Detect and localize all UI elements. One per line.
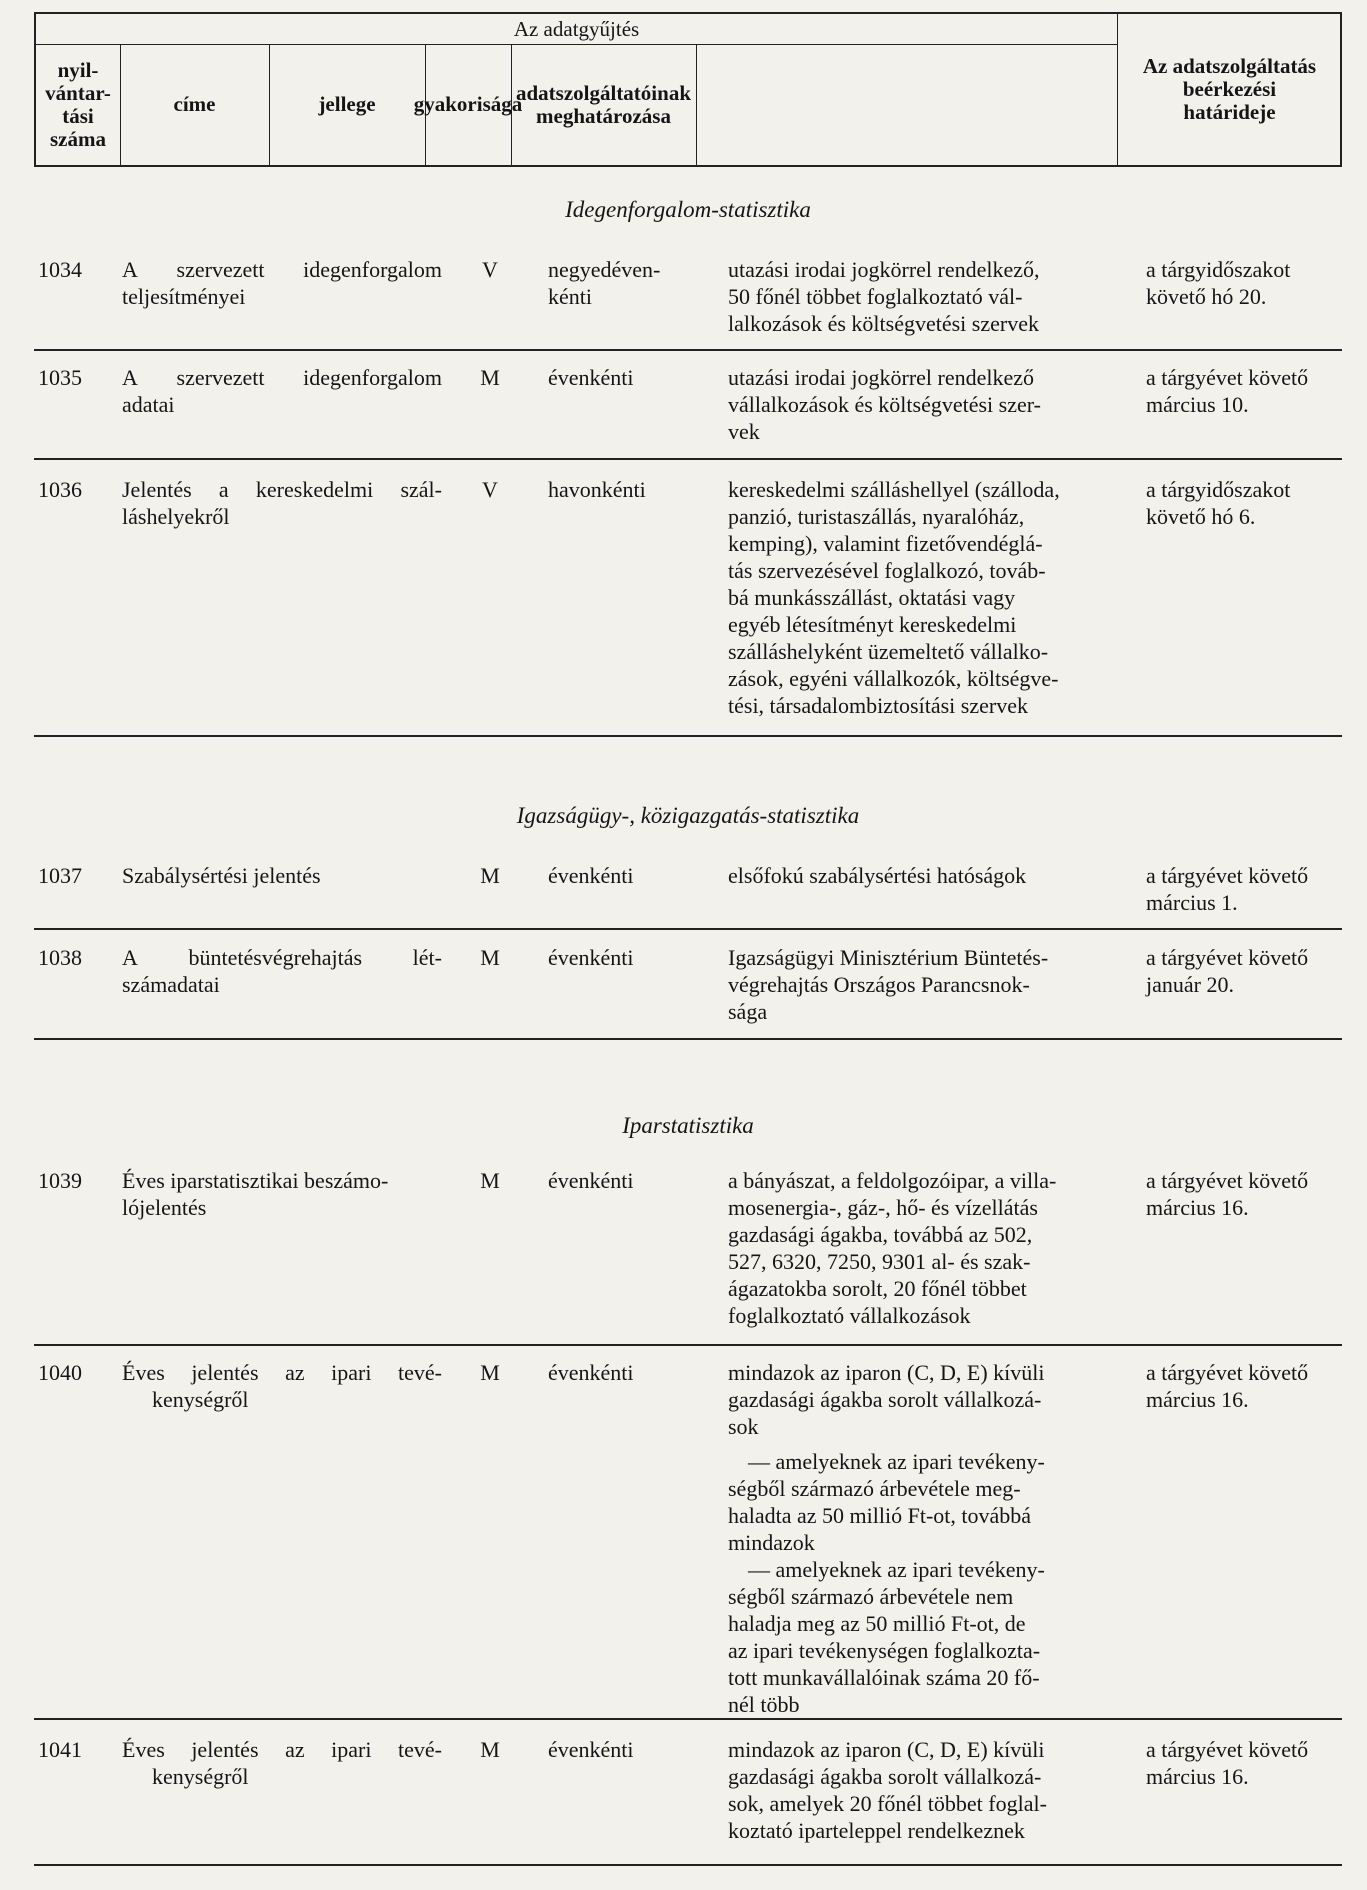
title-word: A	[122, 365, 138, 390]
szolg-line: szálláshelyként üzemeltető vállalko-	[728, 639, 1049, 664]
hat-line: a tárgyévet követő	[1146, 863, 1309, 888]
row-num: 1037	[38, 863, 82, 888]
row-gyakorisag: évenkénti	[548, 1737, 634, 1762]
szolg-line: sok	[728, 1414, 759, 1439]
szolg-line: ágazatokba sorolt, 20 főnél többet	[728, 1276, 1027, 1301]
title-word: szervezett	[176, 257, 265, 282]
row-jelleg: M	[480, 945, 500, 970]
title-word: Éves	[122, 1360, 165, 1385]
szolg-line: haladja meg az 50 millió Ft-ot, de	[728, 1611, 1026, 1636]
row-num: 1041	[38, 1737, 82, 1762]
szolg-line: az ipari tevékenységen foglalkozta-	[728, 1638, 1041, 1663]
row-title	[122, 256, 442, 310]
row-divider	[34, 928, 1342, 930]
title-line	[122, 476, 442, 503]
row-szolgaltatok	[728, 944, 1118, 1025]
szolg-line: 527, 6320, 7250, 9301 al- és szak-	[728, 1249, 1031, 1274]
row-hatarido	[1146, 1736, 1346, 1790]
szolg-line: zások, egyéni vállalkozók, költségve-	[728, 666, 1059, 691]
szolg-line: végrehajtás Országos Parancsnok-	[728, 972, 1030, 997]
row-num: 1036	[38, 477, 82, 502]
szolg-line: 50 főnél többet foglalkoztató vál-	[728, 284, 1023, 309]
title-word: tevé-	[398, 1737, 442, 1762]
szolg-line: ségből származó árbevétele nem	[728, 1584, 1014, 1609]
header-gyakorisag: gyakorisága	[413, 92, 523, 116]
szolg-line: tás szervezésével foglalkozó, továb-	[728, 558, 1046, 583]
title-word: szál-	[400, 477, 442, 502]
header-szolgaltatok: adatszolgáltatóinak meghatározása	[515, 80, 691, 128]
szolg-line: tési, társadalombiztosítási szervek	[728, 693, 1028, 718]
hat-line: követő hó 20.	[1146, 284, 1267, 309]
row-num: 1040	[38, 1360, 82, 1385]
szolg-line: mindazok az iparon (C, D, E) kívüli	[728, 1737, 1045, 1762]
title-word: A	[122, 257, 138, 282]
row-hatarido	[1146, 1167, 1346, 1221]
szolg-line: kereskedelmi szálláshellyel (szálloda,	[728, 477, 1060, 502]
row-jelleg: M	[480, 1737, 500, 1762]
row-szolgaltatok	[728, 1167, 1118, 1329]
szolg-line: egyéb létesítményt kereskedelmi	[728, 612, 1017, 637]
row-szolgaltatok	[728, 1736, 1118, 1844]
title-word: szervezett	[176, 365, 265, 390]
title-line: teljesítményei	[122, 284, 246, 309]
row-num: 1034	[38, 257, 82, 282]
row-hatarido	[1146, 476, 1346, 530]
hat-line: a tárgyidőszakot	[1146, 257, 1291, 282]
title-line: lójelentés	[122, 1195, 207, 1220]
szolg-line: panzió, turistaszállás, nyaralóház,	[728, 504, 1025, 529]
szolg-line: bá munkásszállást, oktatási vagy	[728, 585, 1016, 610]
row-hatarido	[1146, 256, 1346, 310]
row-divider	[34, 458, 1342, 460]
row-title	[122, 364, 442, 418]
title-line: láshelyekről	[122, 504, 230, 529]
gy-line: negyedéven-	[548, 257, 661, 282]
hat-line: a tárgyidőszakot	[1146, 477, 1291, 502]
hat-line: követő hó 6.	[1146, 504, 1256, 529]
szolg-line: utazási irodai jogkörrel rendelkező,	[728, 257, 1040, 282]
hat-line: március 16.	[1146, 1764, 1249, 1789]
szolg-line: a bányászat, a feldolgozóipar, a villa-	[728, 1168, 1057, 1193]
row-jelleg: M	[480, 1168, 500, 1193]
header-empty	[696, 44, 1117, 165]
header-num: nyil- vántar- tási száma	[45, 57, 111, 151]
szolg-line: kemping), valamint fizetővendéglá-	[728, 531, 1043, 556]
szolg-line: mindazok	[728, 1530, 815, 1555]
row-num: 1035	[38, 365, 82, 390]
header-hatarido: Az adatszolgáltatás beérkezési határideje	[1142, 54, 1317, 124]
title-line	[122, 1736, 442, 1763]
title-word: Éves	[122, 1737, 165, 1762]
row-gyakorisag: havonkénti	[548, 477, 646, 502]
header-jelleg: jellege	[318, 92, 376, 116]
row-jelleg: M	[480, 365, 500, 390]
szolg-line: gazdasági ágakba, továbbá az 502,	[728, 1222, 1033, 1247]
section-title: Idegenforgalom-statisztika	[565, 197, 811, 222]
szolg-line: gazdasági ágakba sorolt vállalkozá-	[728, 1387, 1042, 1412]
szolg-line: — amelyeknek az ipari tevékeny-	[748, 1449, 1045, 1474]
title-line	[122, 944, 442, 971]
row-gyakorisag: évenkénti	[548, 945, 634, 970]
hat-line: március 10.	[1146, 392, 1249, 417]
hat-line: a tárgyévet követő	[1146, 1737, 1309, 1762]
section-title: Iparstatisztika	[622, 1113, 754, 1138]
hat-line: január 20.	[1146, 972, 1234, 997]
row-gyakorisag: évenkénti	[548, 1360, 634, 1385]
szolg-line: lalkozások és költségvetési szervek	[728, 311, 1039, 336]
row-divider	[34, 1038, 1342, 1040]
szolg-line: — amelyeknek az ipari tevékeny-	[748, 1557, 1045, 1582]
title-word: tevé-	[398, 1360, 442, 1385]
header-title: címe	[173, 92, 216, 116]
title-word: idegenforgalom	[303, 365, 442, 390]
szolg-line: sok, amelyek 20 főnél többet foglal-	[728, 1791, 1047, 1816]
row-jelleg: V	[482, 257, 498, 282]
gy-line: kénti	[548, 284, 592, 309]
row-gyakorisag: évenkénti	[548, 365, 634, 390]
hat-line: a tárgyévet követő	[1146, 1168, 1309, 1193]
title-line	[122, 364, 442, 391]
row-hatarido	[1146, 944, 1346, 998]
szolg-line: vek	[728, 419, 760, 444]
row-title	[122, 1359, 442, 1413]
szolg-line: nél több	[728, 1692, 800, 1717]
title-word: jelentés	[191, 1737, 259, 1762]
row-divider	[34, 1864, 1342, 1866]
row-szolgaltatok	[728, 1359, 1118, 1718]
title-word: ipari	[331, 1737, 372, 1762]
hat-line: a tárgyévet követő	[1146, 1360, 1309, 1385]
title-word: ipari	[331, 1360, 372, 1385]
szolg-line: foglalkoztató vállalkozások	[728, 1303, 971, 1328]
szolg-line: ségből származó árbevétele meg-	[728, 1476, 1021, 1501]
title-line: számadatai	[122, 972, 220, 997]
szolg-line: mindazok az iparon (C, D, E) kívüli	[728, 1360, 1045, 1385]
row-title	[122, 1167, 442, 1221]
hat-line: március 16.	[1146, 1195, 1249, 1220]
hat-line: a tárgyévet követő	[1146, 945, 1309, 970]
row-jelleg: M	[480, 863, 500, 888]
row-gyakorisag	[548, 256, 698, 310]
row-title	[122, 1736, 442, 1790]
title-word: az	[285, 1737, 305, 1762]
row-hatarido	[1146, 364, 1346, 418]
title-word: jelentés	[191, 1360, 259, 1385]
title-line: Éves iparstatisztikai beszámo-	[122, 1168, 389, 1193]
szolg-line: sága	[728, 999, 768, 1024]
title-word: az	[285, 1360, 305, 1385]
row-title	[122, 476, 442, 530]
row-title	[122, 944, 442, 998]
row-jelleg: M	[480, 1360, 500, 1385]
title-line: adatai	[122, 392, 175, 417]
row-num: 1039	[38, 1168, 82, 1193]
row-gyakorisag: évenkénti	[548, 863, 634, 888]
hat-line: március 1.	[1146, 890, 1238, 915]
row-divider	[34, 1718, 1342, 1720]
title-word: idegenforgalom	[303, 257, 442, 282]
title-word: kereskedelmi	[255, 477, 374, 502]
row-num: 1038	[38, 945, 82, 970]
szolg-line: gazdasági ágakba sorolt vállalkozá-	[728, 1764, 1042, 1789]
row-szolgaltatok	[728, 476, 1118, 719]
row-divider	[34, 735, 1342, 737]
header-group-title: Az adatgyűjtés	[513, 16, 640, 41]
szolg-line: tott munkavállalóinak száma 20 fő-	[728, 1665, 1040, 1690]
row-gyakorisag: évenkénti	[548, 1168, 634, 1193]
row-szolgaltatok	[728, 364, 1118, 445]
table-header	[34, 12, 1342, 167]
row-divider	[34, 349, 1342, 351]
row-szolgaltatok	[728, 256, 1118, 337]
row-jelleg: V	[482, 477, 498, 502]
szolg-line: mosenergia-, gáz-, hő- és vízellátás	[728, 1195, 1038, 1220]
title-word: lét-	[412, 945, 442, 970]
title-word: a	[218, 477, 229, 502]
title-word: A	[122, 945, 138, 970]
title-line: kenységről	[152, 1764, 249, 1789]
row-title: Szabálysértési jelentés	[122, 863, 321, 888]
szolg-line: Igazságügyi Minisztérium Büntetés-	[728, 945, 1049, 970]
title-line: kenységről	[152, 1387, 249, 1412]
section-title: Igazságügy-, közigazgatás-statisztika	[516, 803, 860, 828]
title-line	[122, 256, 442, 283]
row-divider	[34, 1344, 1342, 1346]
row-hatarido	[1146, 1359, 1346, 1413]
szolg-line: koztató iparteleppel rendelkeznek	[728, 1818, 1025, 1843]
row-hatarido	[1146, 862, 1346, 916]
row-szolgaltatok: elsőfokú szabálysértési hatóságok	[728, 863, 1027, 888]
szolg-line: vállalkozások és költségvetési szer-	[728, 392, 1041, 417]
szolg-line: haladta az 50 millió Ft-ot, továbbá	[728, 1503, 1032, 1528]
hat-line: március 16.	[1146, 1387, 1249, 1412]
title-word: Jelentés	[122, 477, 192, 502]
hat-line: a tárgyévet követő	[1146, 365, 1309, 390]
title-word: büntetésvégrehajtás	[188, 945, 363, 970]
szolg-line: utazási irodai jogkörrel rendelkező	[728, 365, 1035, 390]
title-line	[122, 1359, 442, 1386]
